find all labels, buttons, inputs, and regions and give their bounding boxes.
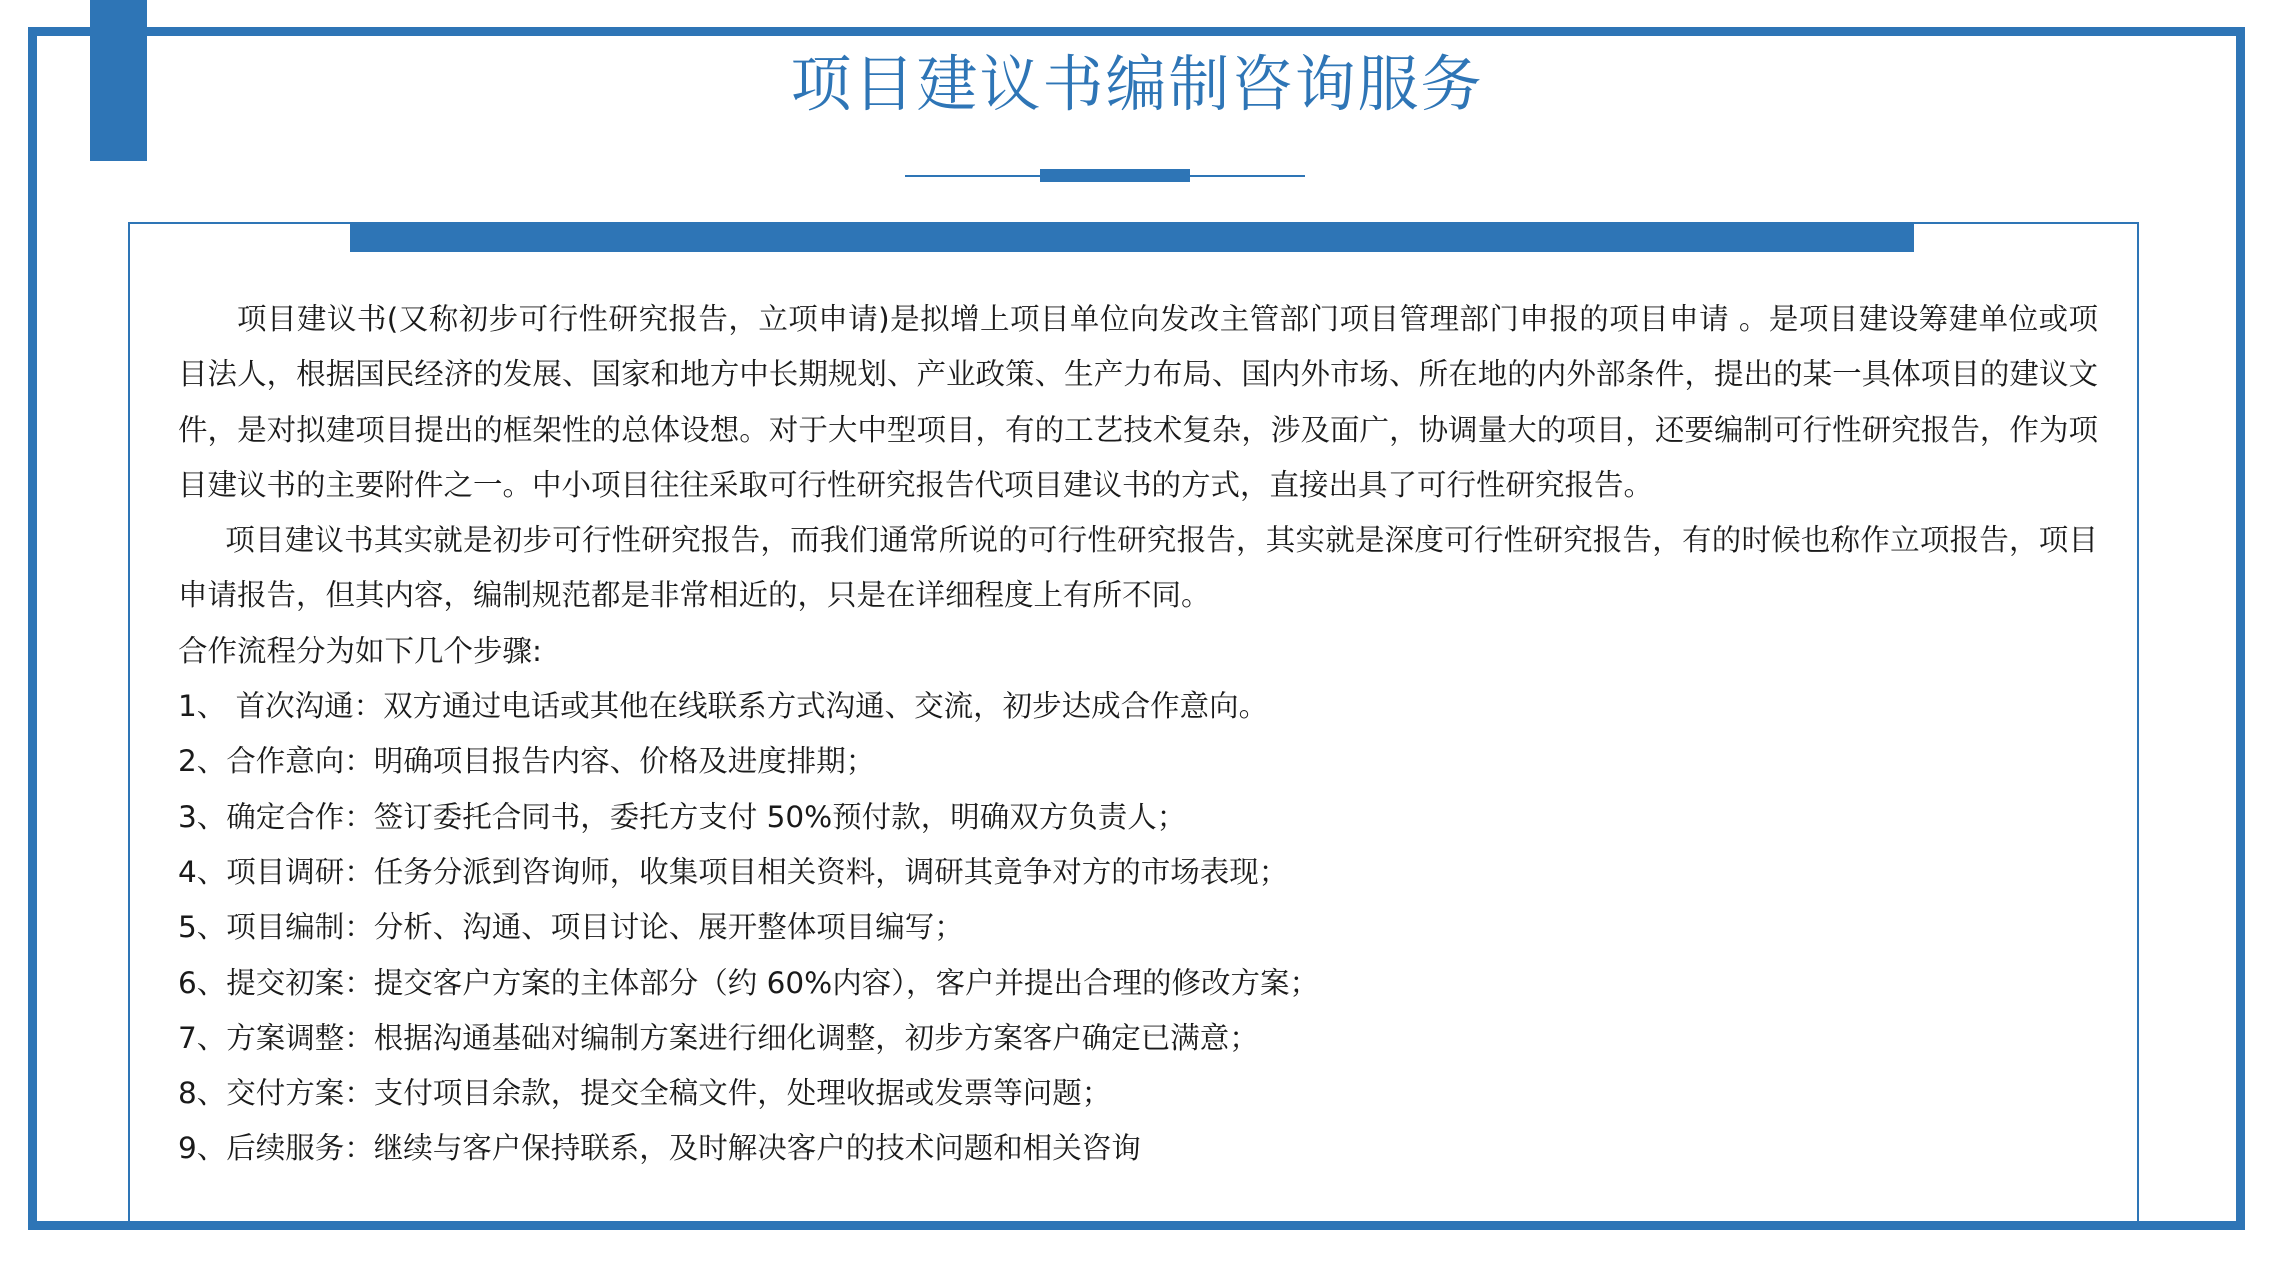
process-step: 9、后续服务：继续与客户保持联系，及时解决客户的技术问题和相关咨询 <box>178 1131 1141 1166</box>
process-step: 4、项目调研：任务分派到咨询师，收集项目相关资料，调研其竟争对方的市场表现； <box>178 854 1289 889</box>
process-step: 5、项目编制：分析、沟通、项目讨论、展开整体项目编写； <box>178 910 964 945</box>
content-body <box>178 292 2098 1177</box>
process-step: 6、提交初案：提交客户方案的主体部分（约 60%内容），客户并提出合理的修改方案； <box>178 965 1319 1000</box>
process-step: 7、方案调整：根据沟通基础对编制方案进行细化调整，初步方案客户确定已满意； <box>178 1020 1259 1055</box>
process-step: 2、合作意向：明确项目报告内容、价格及进度排期； <box>178 744 876 779</box>
process-intro: 合作流程分为如下几个步骤: <box>178 633 542 668</box>
content-header-bar <box>350 222 1914 252</box>
intro-paragraph: 项目建议书(又称初步可行性研究报告，立项申请)是拟增上项目单位向发改主管部门项目管理部门申报的项目申请 。是项目建设筹建单位或项目法人，根据国民经济的发展、国家和地方中长期规划、产业政策、生产力布局、国内外市场、所在地的内外部条件，提出的某一具体项目的建议文件，是对拟建项目提出的框架性的总体设想。对于大中型项目，有的工艺技术复杂，涉及面广，协调量大的项目，还要编制可行性研究报告，作为项目建议书的主要附件之一。中小项目往往采取可行性研究报告代项目建议书的方式，直接出具了可行性研究报告。 <box>178 302 2098 502</box>
process-step: 8、交付方案：支付项目余款，提交全稿文件，处理收据或发票等问题； <box>178 1076 1112 1111</box>
process-step: 1、 首次沟通：双方通过电话或其他在线联系方式沟通、交流，初步达成合作意向。 <box>178 689 1269 724</box>
process-step: 3、确定合作：签订委托合同书，委托方支付 50%预付款，明确双方负责人； <box>178 799 1187 834</box>
title-underline-thick <box>1040 169 1190 182</box>
explanation-paragraph: 项目建议书其实就是初步可行性研究报告，而我们通常所说的可行性研究报告，其实就是深度可行性研究报告，有的时候也称作立项报告，项目申请报告，但其内容，编制规范都是非常相近的，只是在详细程度上有所不同。 <box>178 523 2098 613</box>
page-title: 项目建议书编制咨询服务 <box>790 49 1484 120</box>
